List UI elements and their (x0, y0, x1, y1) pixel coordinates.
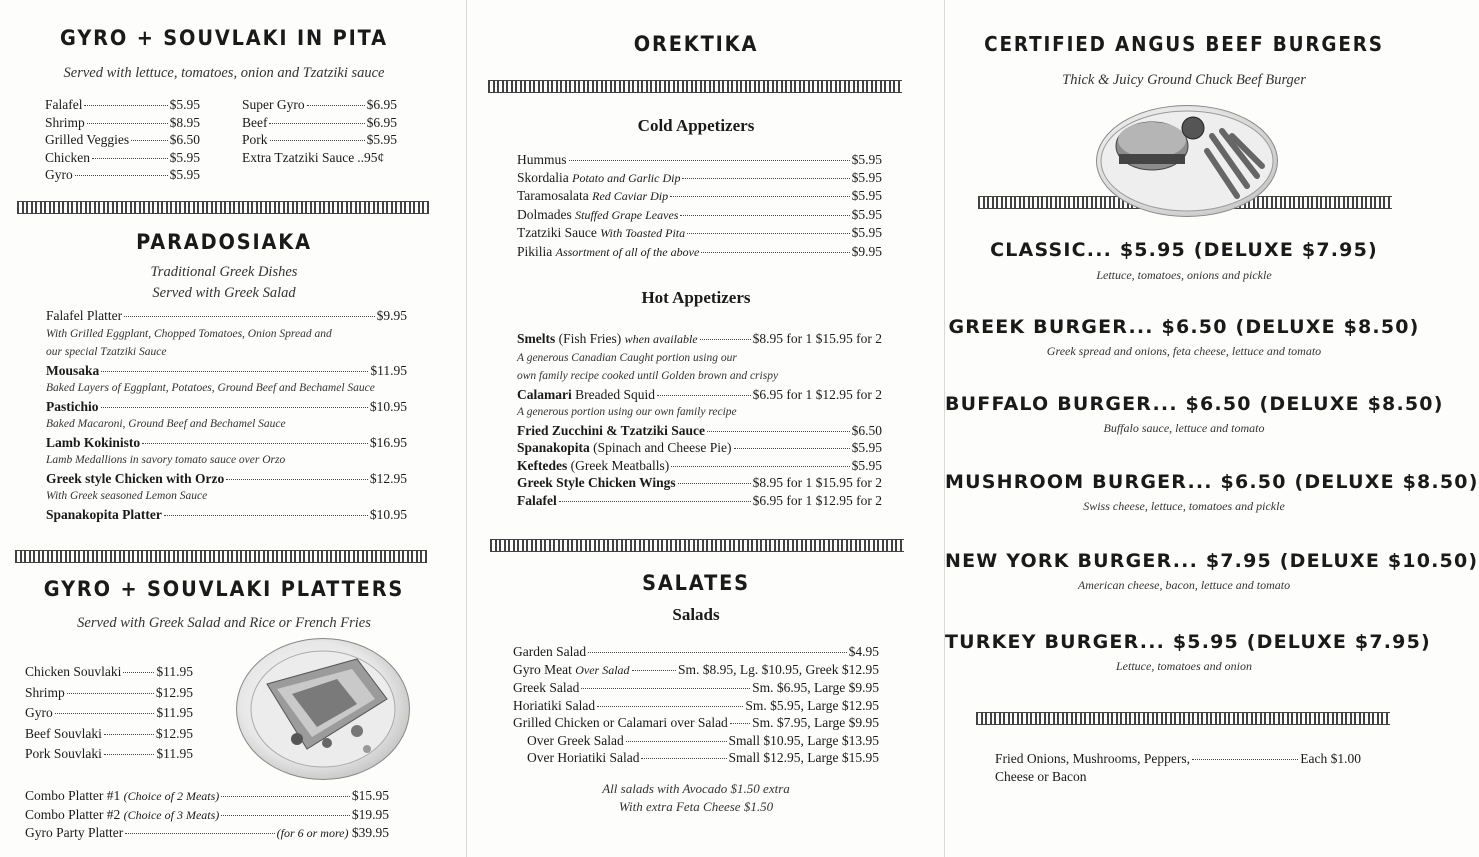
menu-item: Spanakopita Platter $10.95 (46, 506, 407, 522)
greek-burger-title: GREEK BURGER... $6.50 (DELUXE $8.50) (948, 316, 1420, 338)
greek-burger-desc: Greek spread and onions, feta cheese, lettuce and tomato (1046, 344, 1322, 358)
menu-panel-center (470, 0, 942, 857)
menu-item: Tzatziki Sauce With Toasted Pita $5.95 (517, 225, 882, 240)
paradosiaka-list (46, 307, 407, 523)
cold-appetizers-list (517, 151, 882, 261)
paradosiaka-title: PARADOSIAKA (136, 230, 312, 254)
menu-item: Combo Platter #2 (Choice of 3 Meats) $19.95 (25, 806, 389, 822)
menu-item: Skordalia Potato and Garlic Dip $5.95 (517, 169, 882, 185)
menu-item: Chicken Souvlaki $11.95 (25, 664, 193, 679)
menu-item: Beef Souvlaki $12.95 (25, 725, 193, 741)
menu-item: Combo Platter #1 (Choice of 2 Meats) $15.95 (25, 788, 389, 803)
menu-item: Pastichio $10.95 (46, 398, 407, 414)
menu-item: Greek Style Chicken Wings $8.95 for 1 $15.95 for 2 (517, 475, 882, 490)
gyro-pita-list-right (242, 96, 397, 166)
menu-item: Calamari Breaded Squid $6.95 for 1 $12.95 for 2 (517, 386, 882, 402)
menu-item: Shrimp $12.95 (25, 684, 193, 700)
combo-list (25, 787, 389, 843)
greek-key-divider (976, 712, 1390, 725)
menu-item: Horiatiki Salad Sm. $5.95, Large $12.95 (513, 697, 879, 713)
greek-key-divider (17, 201, 429, 214)
classic-burger-title: CLASSIC... $5.95 (DELUXE $7.95) (990, 239, 1378, 261)
burger-plate-photo (1096, 105, 1278, 217)
menu-item: Shrimp $8.95 (45, 114, 200, 130)
classic-burger-desc: Lettuce, tomatoes, onions and pickle (1096, 268, 1272, 282)
menu-panel-right (945, 0, 1479, 857)
orektika-title: OREKTIKA (633, 32, 759, 56)
platters-subtitle: Served with Greek Salad and Rice or French Fries (77, 615, 371, 631)
menu-item: Gyro $5.95 (45, 167, 200, 182)
menu-item: Falafel $5.95 (45, 97, 200, 112)
burgers-title: CERTIFIED ANGUS BEEF BURGERS (984, 32, 1384, 56)
menu-item: Gyro Party Platter (for 6 or more) $39.95 (25, 825, 389, 840)
menu-item: Super Gyro $6.95 (242, 97, 397, 112)
gyro-pita-title: GYRO + SOUVLAKI IN PITA (60, 26, 388, 50)
menu-item: Pork $5.95 (242, 132, 397, 147)
menu-item: Over Horiatiki Salad Small $12.95, Large $15.95 (527, 750, 879, 765)
greek-key-divider (490, 539, 904, 552)
salad-footnote: All salads with Avocado $1.50 extra (602, 781, 790, 796)
menu-item: Gyro $11.95 (25, 705, 193, 720)
menu-item: Grilled Chicken or Calamari over Salad Sm. $7.95, Large $9.95 (513, 715, 879, 730)
item-description: Baked Layers of Eggplant, Potatoes, Ground Beef and Bechamel Sauce (46, 382, 375, 394)
new-york-burger-desc: American cheese, bacon, lettuce and tomato (1077, 578, 1291, 592)
item-description: Lamb Medallions in savory tomato sauce over Orzo (46, 454, 286, 466)
menu-item: Pikilia Assortment of all of the above $9.95 (517, 243, 882, 259)
panel-fold (466, 0, 467, 857)
salates-title: SALATES (642, 571, 750, 595)
hot-appetizers-list (517, 330, 882, 509)
menu-item: Hummus $5.95 (517, 152, 882, 167)
menu-item: Fried Zucchini & Tzatziki Sauce $6.50 (517, 422, 882, 438)
turkey-burger-desc: Lettuce, tomatoes and onion (1116, 659, 1252, 673)
item-description: own family recipe cooked until Golden brown and crispy (517, 370, 779, 382)
item-description: our special Tzatziki Sauce (46, 346, 167, 358)
buffalo-burger-desc: Buffalo sauce, lettuce and tomato (1103, 421, 1265, 435)
platters-list (25, 662, 193, 765)
menu-item: Smelts (Fish Fries) when available $8.95 for 1 $15.95 for 2 (517, 331, 882, 346)
greek-key-divider (15, 550, 427, 563)
paradosiaka-subtitle-2: Served with Greek Salad (152, 285, 296, 301)
platters-title: GYRO + SOUVLAKI PLATTERS (43, 577, 405, 601)
menu-item: Taramosalata Red Caviar Dip $5.95 (517, 188, 882, 203)
salad-footnote-2: With extra Feta Cheese $1.50 (618, 799, 774, 814)
greek-key-divider (488, 80, 902, 93)
burger-extras (995, 750, 1361, 785)
burger-illustration (1097, 106, 1277, 216)
menu-item: Pork Souvlaki $11.95 (25, 746, 193, 761)
extras-line-2: Cheese or Bacon (995, 768, 1087, 784)
mushroom-burger-desc: Swiss cheese, lettuce, tomatoes and pickle (1083, 499, 1285, 513)
menu-item: Gyro Meat Over Salad Sm. $8.95, Lg. $10.95, Greek $12.95 (513, 661, 879, 677)
item-description: With Grilled Eggplant, Chopped Tomatoes, Onion Spread and (46, 327, 332, 340)
menu-item: Grilled Veggies $6.50 (45, 132, 200, 147)
new-york-burger-title: NEW YORK BURGER... $7.95 (DELUXE $10.50) (945, 550, 1479, 572)
hot-appetizers-title: Hot Appetizers (641, 288, 751, 307)
buffalo-burger-title: BUFFALO BURGER... $6.50 (DELUXE $8.50) (945, 393, 1444, 415)
menu-item: Falafel Platter $9.95 (46, 308, 407, 323)
menu-panel-left (0, 0, 463, 857)
extras-line: Fried Onions, Mushrooms, Peppers, Each $1.00 (995, 751, 1361, 766)
menu-item: Dolmades Stuffed Grape Leaves $5.95 (517, 206, 882, 222)
paradosiaka-subtitle: Traditional Greek Dishes (150, 264, 298, 280)
menu-item: Mousaka $11.95 (46, 362, 407, 378)
menu-item: Keftedes (Greek Meatballs) $5.95 (517, 457, 882, 473)
item-description: With Greek seasoned Lemon Sauce (46, 490, 208, 502)
menu-item: Spanakopita (Spinach and Cheese Pie) $5.95 (517, 440, 882, 455)
menu-item: Greek style Chicken with Orzo $12.95 (46, 470, 407, 486)
menu-item: Greek Salad Sm. $6.95, Large $9.95 (513, 680, 879, 695)
burgers-subtitle: Thick & Juicy Ground Chuck Beef Burger (1062, 72, 1306, 88)
item-description: Baked Macaroni, Ground Beef and Bechamel Sauce (46, 418, 286, 430)
gyro-pita-subtitle: Served with lettuce, tomatoes, onion and Tzatziki sauce (63, 65, 385, 81)
menu-item: Chicken $5.95 (45, 149, 200, 165)
mushroom-burger-title: MUSHROOM BURGER... $6.50 (DELUXE $8.50) (945, 471, 1479, 493)
salates-subtitle: Salads (672, 605, 720, 624)
turkey-burger-title: TURKEY BURGER... $5.95 (DELUXE $7.95) (945, 631, 1431, 653)
salads-list (513, 643, 879, 767)
menu-item: Extra Tzatziki Sauce .. 95¢ (242, 149, 385, 165)
gyro-platter-photo (236, 638, 410, 780)
gyro-pita-list-left (45, 96, 200, 184)
gyro-platter-illustration (237, 639, 409, 779)
item-description: A generous Canadian Caught portion using our (517, 351, 737, 364)
menu-item: Falafel $6.95 for 1 $12.95 for 2 (517, 492, 882, 508)
menu-item: Lamb Kokinisto $16.95 (46, 434, 407, 450)
cold-appetizers-title: Cold Appetizers (637, 116, 755, 135)
item-description: A generous portion using our own family recipe (517, 406, 737, 418)
menu-item: Over Greek Salad Small $10.95, Large $13.95 (527, 732, 879, 748)
menu-item: Garden Salad $4.95 (513, 644, 879, 659)
menu-item: Beef $6.95 (242, 114, 397, 130)
